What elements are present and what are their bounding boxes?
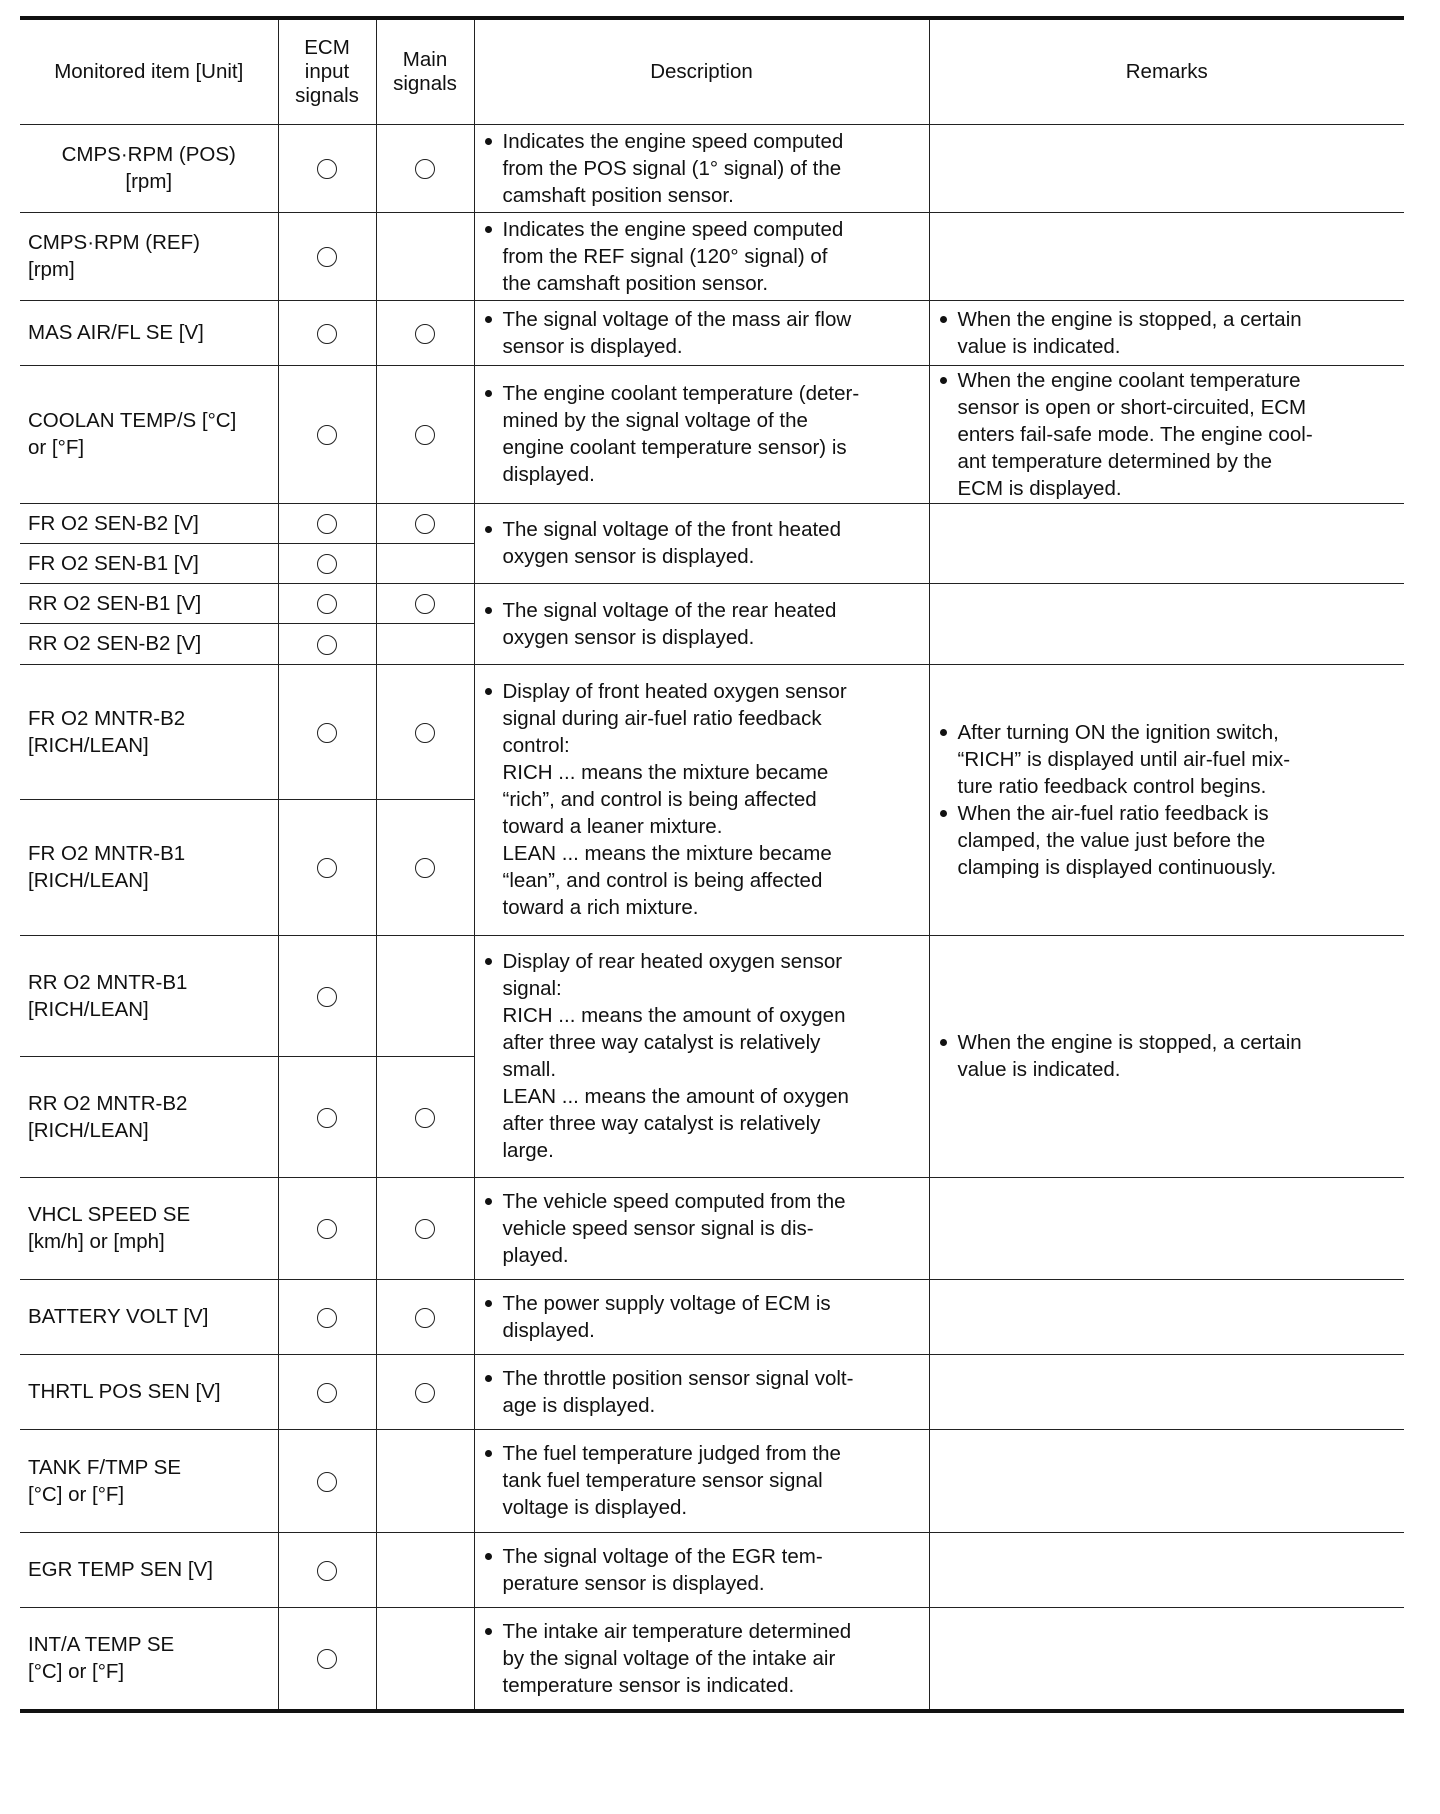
description-cell (474, 1177, 929, 1279)
description-bullet: Indicates the engine speed computed from the REF signal (120° signal) of the camshaft position sensor. (483, 216, 921, 297)
table-row (20, 664, 1404, 799)
item-cell: TANK F/TMP SE [°C] or [°F] (20, 1429, 278, 1532)
item-cell: FR O2 MNTR-B2 [RICH/LEAN] (20, 664, 278, 799)
item-cell: RR O2 SEN-B2 [V] (20, 623, 278, 664)
bullet-icon (485, 390, 492, 397)
remarks-bullet: After turning ON the ignition switch, “RICH” is displayed until air-fuel mix- ture ratio feedback control begins. (938, 719, 1397, 800)
circle-marker-icon (317, 635, 337, 655)
description-cell (474, 124, 929, 212)
item-cell: EGR TEMP SEN [V] (20, 1532, 278, 1607)
circle-marker-icon (317, 159, 337, 179)
table-row (20, 583, 1404, 623)
main-signal-cell (376, 1429, 474, 1532)
main-signal-cell (376, 1532, 474, 1607)
ecm-input-cell (278, 365, 376, 503)
circle-marker-icon (317, 1308, 337, 1328)
monitor-item-table (20, 16, 1404, 1713)
item-cell: RR O2 SEN-B1 [V] (20, 583, 278, 623)
ecm-input-cell (278, 623, 376, 664)
ecm-input-cell (278, 1429, 376, 1532)
description-bullet: The power supply voltage of ECM is displayed. (483, 1290, 921, 1344)
table-row (20, 300, 1404, 365)
circle-marker-icon (317, 1649, 337, 1669)
main-signal-cell (376, 583, 474, 623)
remarks-bullet: When the air-fuel ratio feedback is clamped, the value just before the clamping is displayed continuously. (938, 800, 1397, 881)
bullet-icon (485, 1628, 492, 1635)
ecm-input-cell (278, 935, 376, 1056)
circle-marker-icon (317, 1561, 337, 1581)
header-main-signals: Main signals (376, 18, 474, 124)
description-bullet: The signal voltage of the rear heated oxygen sensor is displayed. (483, 597, 921, 651)
main-signal-cell (376, 1177, 474, 1279)
circle-marker-icon (415, 723, 435, 743)
circle-marker-icon (317, 425, 337, 445)
table-row (20, 1532, 1404, 1607)
circle-marker-icon (415, 858, 435, 878)
circle-marker-icon (317, 324, 337, 344)
description-cell (474, 503, 929, 583)
bullet-icon (485, 958, 492, 965)
main-signal-cell (376, 935, 474, 1056)
description-cell (474, 664, 929, 935)
ecm-input-cell (278, 1532, 376, 1607)
remarks-cell (929, 1607, 1404, 1711)
item-cell: MAS AIR/FL SE [V] (20, 300, 278, 365)
main-signal-cell (376, 1279, 474, 1354)
circle-marker-icon (317, 723, 337, 743)
ecm-input-cell (278, 124, 376, 212)
header-monitored-item: Monitored item [Unit] (20, 18, 278, 124)
bullet-icon (485, 226, 492, 233)
description-cell (474, 365, 929, 503)
table-row (20, 1607, 1404, 1711)
bullet-icon (485, 1450, 492, 1457)
item-cell: FR O2 SEN-B1 [V] (20, 543, 278, 583)
circle-marker-icon (317, 514, 337, 534)
description-cell (474, 583, 929, 664)
bullet-icon (485, 688, 492, 695)
circle-marker-icon (415, 1219, 435, 1239)
main-signal-cell (376, 503, 474, 543)
item-cell: RR O2 MNTR-B1 [RICH/LEAN] (20, 935, 278, 1056)
remarks-cell (929, 124, 1404, 212)
item-cell: CMPS·RPM (POS) [rpm] (20, 124, 278, 212)
circle-marker-icon (415, 159, 435, 179)
circle-marker-icon (415, 324, 435, 344)
description-bullet: Display of front heated oxygen sensor signal during air-fuel ratio feedback control: RICH ... means the mixture became “rich”, and control is being affected toward a leaner mixture. LEAN ... means the mixture became “lean”, and control is being affected toward a rich mixture. (483, 678, 921, 921)
table-row (20, 1279, 1404, 1354)
main-signal-cell (376, 623, 474, 664)
description-bullet: The engine coolant temperature (deter- mined by the signal voltage of the engine coolant temperature sensor) is displayed. (483, 380, 921, 488)
remarks-bullet: When the engine is stopped, a certain value is indicated. (938, 1029, 1397, 1083)
bullet-icon (940, 810, 947, 817)
circle-marker-icon (317, 1472, 337, 1492)
remarks-bullet: When the engine coolant temperature sensor is open or short-circuited, ECM enters fail-safe mode. The engine cool- ant temperature determined by the ECM is displayed. (938, 367, 1397, 502)
main-signal-cell (376, 1354, 474, 1429)
description-cell (474, 935, 929, 1177)
ecm-input-cell (278, 799, 376, 935)
main-signal-cell (376, 799, 474, 935)
circle-marker-icon (317, 594, 337, 614)
description-bullet: The vehicle speed computed from the vehicle speed sensor signal is dis- played. (483, 1188, 921, 1269)
bullet-icon (940, 377, 947, 384)
circle-marker-icon (415, 1383, 435, 1403)
remarks-cell (929, 212, 1404, 300)
table-row (20, 935, 1404, 1056)
bullet-icon (485, 316, 492, 323)
bullet-icon (485, 1198, 492, 1205)
bullet-icon (485, 1375, 492, 1382)
ecm-input-cell (278, 664, 376, 799)
circle-marker-icon (317, 247, 337, 267)
description-cell (474, 1429, 929, 1532)
ecm-input-cell (278, 503, 376, 543)
main-signal-cell (376, 124, 474, 212)
description-bullet: Display of rear heated oxygen sensor signal: RICH ... means the amount of oxygen after three way catalyst is relatively small. LEAN ... means the amount of oxygen after three way catalyst is relatively large. (483, 948, 921, 1164)
description-bullet: The signal voltage of the EGR tem- perature sensor is displayed. (483, 1543, 921, 1597)
description-cell (474, 212, 929, 300)
bullet-icon (485, 1553, 492, 1560)
ecm-input-cell (278, 543, 376, 583)
ecm-input-cell (278, 1177, 376, 1279)
ecm-input-cell (278, 1607, 376, 1711)
circle-marker-icon (317, 858, 337, 878)
main-signal-cell (376, 1607, 474, 1711)
table-row (20, 1429, 1404, 1532)
table-row (20, 365, 1404, 503)
bullet-icon (485, 138, 492, 145)
ecm-input-cell (278, 583, 376, 623)
description-cell (474, 1532, 929, 1607)
description-bullet: The fuel temperature judged from the tank fuel temperature sensor signal voltage is displayed. (483, 1440, 921, 1521)
remarks-cell (929, 935, 1404, 1177)
table-row (20, 503, 1404, 543)
remarks-cell (929, 664, 1404, 935)
main-signal-cell (376, 212, 474, 300)
circle-marker-icon (317, 1383, 337, 1403)
remarks-bullet: When the engine is stopped, a certain value is indicated. (938, 306, 1397, 360)
main-signal-cell (376, 365, 474, 503)
table-row (20, 124, 1404, 212)
circle-marker-icon (415, 1108, 435, 1128)
description-bullet: Indicates the engine speed computed from the POS signal (1° signal) of the camshaft position sensor. (483, 128, 921, 209)
ecm-input-cell (278, 1279, 376, 1354)
bullet-icon (940, 316, 947, 323)
bullet-icon (940, 729, 947, 736)
bullet-icon (485, 1300, 492, 1307)
remarks-cell (929, 365, 1404, 503)
ecm-input-cell (278, 1354, 376, 1429)
circle-marker-icon (317, 987, 337, 1007)
bullet-icon (940, 1039, 947, 1046)
item-cell: INT/A TEMP SE [°C] or [°F] (20, 1607, 278, 1711)
table-row (20, 1177, 1404, 1279)
item-cell: RR O2 MNTR-B2 [RICH/LEAN] (20, 1056, 278, 1177)
header-remarks: Remarks (929, 18, 1404, 124)
description-bullet: The signal voltage of the mass air flow sensor is displayed. (483, 306, 921, 360)
remarks-cell (929, 583, 1404, 664)
header-row (20, 18, 1404, 124)
remarks-cell (929, 1279, 1404, 1354)
description-cell (474, 1354, 929, 1429)
item-cell: VHCL SPEED SE [km/h] or [mph] (20, 1177, 278, 1279)
description-cell (474, 1279, 929, 1354)
description-cell (474, 1607, 929, 1711)
remarks-cell (929, 1532, 1404, 1607)
remarks-cell (929, 503, 1404, 583)
ecm-input-cell (278, 1056, 376, 1177)
remarks-cell (929, 300, 1404, 365)
main-signal-cell (376, 1056, 474, 1177)
bullet-icon (485, 526, 492, 533)
item-cell: COOLAN TEMP/S [°C] or [°F] (20, 365, 278, 503)
description-cell (474, 300, 929, 365)
item-cell: CMPS·RPM (REF) [rpm] (20, 212, 278, 300)
item-cell: FR O2 MNTR-B1 [RICH/LEAN] (20, 799, 278, 935)
item-cell: THRTL POS SEN [V] (20, 1354, 278, 1429)
item-cell: FR O2 SEN-B2 [V] (20, 503, 278, 543)
header-description: Description (474, 18, 929, 124)
item-cell: BATTERY VOLT [V] (20, 1279, 278, 1354)
description-bullet: The throttle position sensor signal volt- age is displayed. (483, 1365, 921, 1419)
remarks-cell (929, 1354, 1404, 1429)
circle-marker-icon (317, 1108, 337, 1128)
circle-marker-icon (317, 554, 337, 574)
description-bullet: The signal voltage of the front heated oxygen sensor is displayed. (483, 516, 921, 570)
circle-marker-icon (415, 514, 435, 534)
main-signal-cell (376, 300, 474, 365)
table-row (20, 212, 1404, 300)
circle-marker-icon (415, 594, 435, 614)
main-signal-cell (376, 664, 474, 799)
table-row (20, 1354, 1404, 1429)
circle-marker-icon (415, 1308, 435, 1328)
remarks-cell (929, 1429, 1404, 1532)
description-bullet: The intake air temperature determined by the signal voltage of the intake air temperature sensor is indicated. (483, 1618, 921, 1699)
main-signal-cell (376, 543, 474, 583)
circle-marker-icon (415, 425, 435, 445)
circle-marker-icon (317, 1219, 337, 1239)
header-ecm-input-signals: ECM input signals (278, 18, 376, 124)
bullet-icon (485, 607, 492, 614)
ecm-input-cell (278, 300, 376, 365)
remarks-cell (929, 1177, 1404, 1279)
ecm-input-cell (278, 212, 376, 300)
monitor-item-table-page (20, 16, 1404, 1713)
